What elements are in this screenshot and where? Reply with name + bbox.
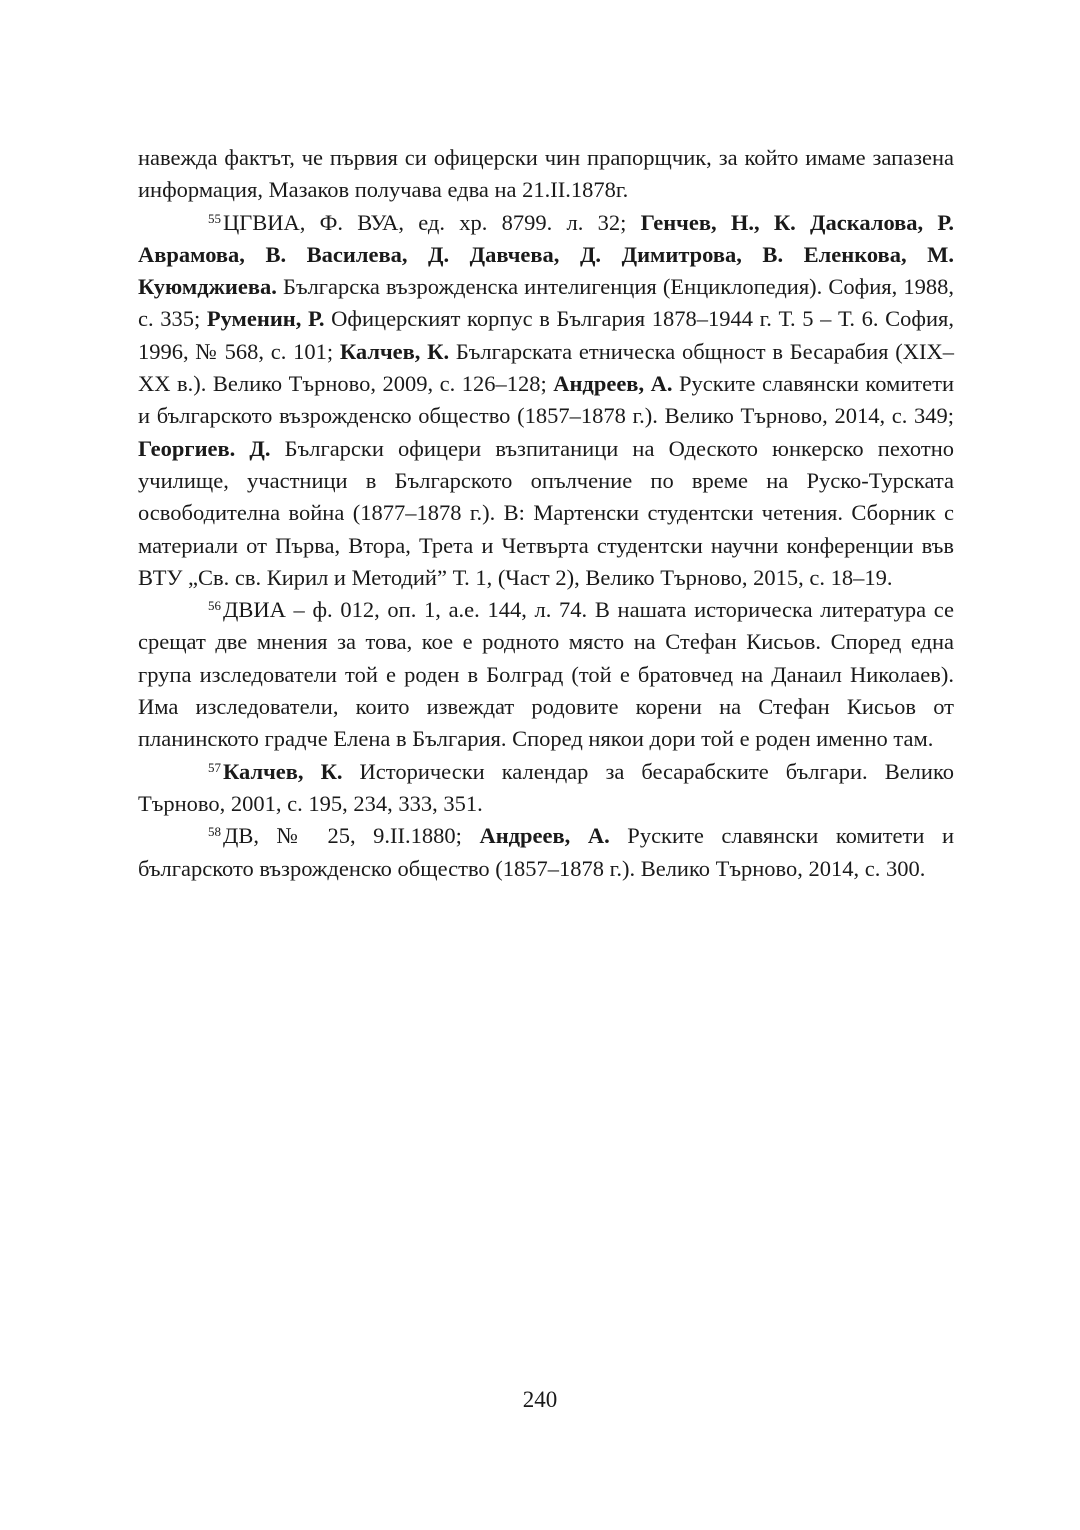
footnote-number: 55: [208, 210, 221, 226]
intro-paragraph: навежда фактът, че първия си офицерски чин прапорщчик, за който имаме запазена информация, Мазаков получава едва на 21.II.1878г.: [138, 145, 954, 203]
footnote-text: Българска възрожденска интелигенция (Енциклопедия). София, 1988, с. 335;: [138, 274, 954, 332]
author-name: Руменин, Р.: [206, 306, 325, 332]
footnote-number: 57: [208, 759, 221, 775]
footnote-text: Българската етническа общност в Бесарабия (XIX–XX в.). Велико Търново, 2009, с. 126–128;: [138, 338, 954, 397]
author-name: Андреев, А.: [553, 371, 673, 397]
footnote-text: Руските славянски комитети и българското възрожденско общество (1857–1878 г.). Велико Търново, 2014, с. 300.: [138, 823, 955, 881]
footnote-text: Руските славянски комитети и българското възрожденско общество (1857–1878 г.). Велико Търново, 2014, с. 349;: [138, 371, 954, 429]
footnote-56: [138, 594, 954, 755]
footnote-58: [138, 820, 954, 885]
footnote-text: ДВ, № 25, 9.II.1880;: [223, 823, 480, 849]
footnote-text: ДВИА – ф. 012, оп. 1, а.е. 144, л. 74. В нашата историческа литература се срещат две мнения за това, кое е родното място на Стефан Кисьов. Според една група изследователи той е роден в Болград (той е братовчед на Данаил Николаев). Има изследователи, които извеждат родовите корени на Стефан Кисьов от планинското градче Елена в България. Според някои дори той е роден именно там.: [138, 597, 954, 752]
author-name: Георгиев. Д.: [138, 435, 271, 461]
footnote-text: Исторически календар за бесарабските българи. Велико Търново, 2001, с. 195, 234, 333, 351.: [138, 758, 954, 816]
footnote-text: Офицерският корпус в България 1878–1944 г. Т. 5 – Т. 6. София, 1996, № 568, с. 101;: [138, 306, 954, 364]
author-name: Андреев, А.: [479, 823, 610, 849]
author-names: Генчев, Н., К. Даскалова, Р. Аврамова, В. Василева, Д. Давчева, Д. Димитрова, В. Еленкова, М. Куюмджиева.: [138, 209, 954, 300]
footnote-57: [138, 756, 954, 821]
page-body: [138, 142, 954, 885]
author-name: Калчев, К.: [339, 338, 450, 364]
footnote-text: ЦГВИА, Ф. ВУА, ед. хр. 8799. л. 32;: [223, 209, 641, 235]
footnote-text: Български офицери възпитаници на Одеското юнкерско пехотно училище, участници в Българското опълчение по време на Руско-Турската освободителна война (1877–1878 г.). В: Мартенски студентски четения. Сборник с материали от Първа, Втора, Трета и Четвърта студентски научни конференции във ВТУ „Св. св. Кирил и Методий” Т. 1, (Част 2), Велико Търново, 2015, с. 18–19.: [138, 435, 954, 590]
footnote-number: 58: [208, 824, 221, 840]
footnote-55: [138, 207, 954, 595]
footnote-number: 56: [208, 598, 221, 614]
page-number: 240: [522, 1387, 558, 1412]
author-name: Калчев, К.: [223, 758, 343, 784]
